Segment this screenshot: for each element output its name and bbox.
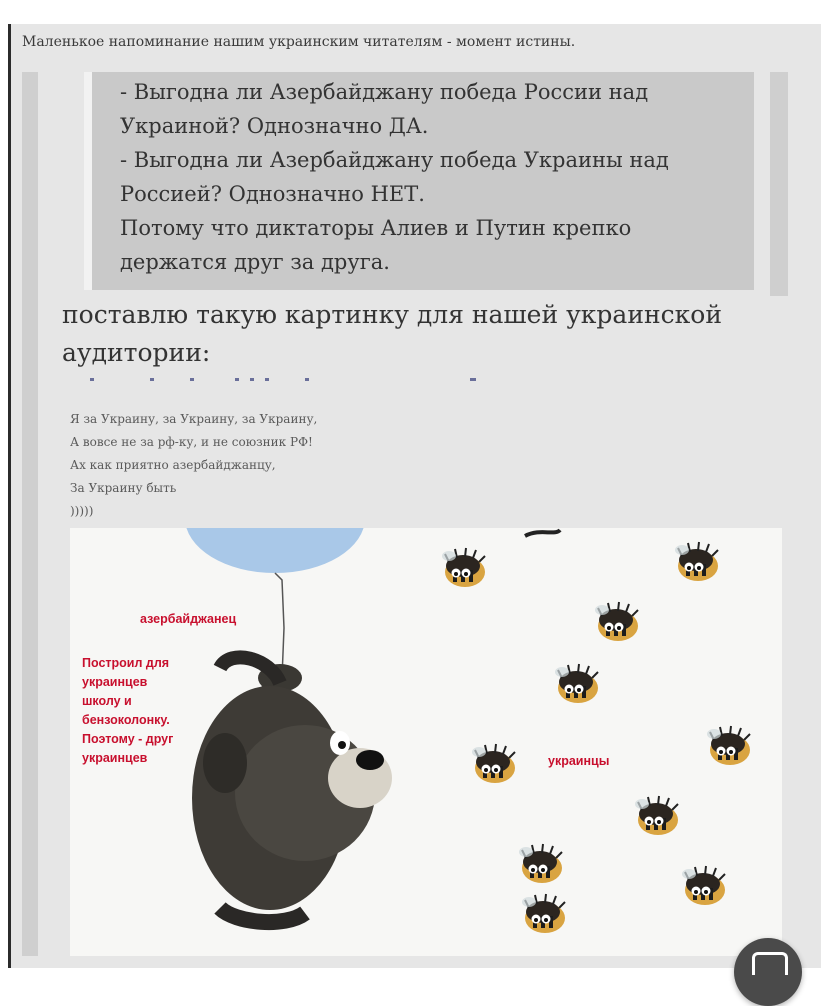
expand-button[interactable] bbox=[734, 938, 802, 1006]
label-bees: украинцы bbox=[548, 754, 610, 768]
caption-line: школу и bbox=[82, 694, 132, 708]
meme-illustration bbox=[70, 528, 782, 956]
meme-image bbox=[70, 528, 782, 956]
separator-dots bbox=[90, 378, 490, 384]
quote-line: Россией? Однозначно НЕТ. bbox=[120, 182, 425, 206]
main-text-line: поставлю такую картинку для нашей украинской bbox=[62, 300, 722, 329]
quote-bar bbox=[84, 72, 92, 290]
poem-line: Ах как приятно азербайджанцу, bbox=[70, 458, 276, 472]
left-rail bbox=[22, 72, 38, 956]
quote-line: Потому что диктаторы Алиев и Путин крепко bbox=[120, 216, 632, 240]
poem-line: Я за Украину, за Украину, за Украину, bbox=[70, 412, 318, 426]
caption-line: украинцев bbox=[82, 675, 148, 689]
poem-line: За Украину быть bbox=[70, 481, 177, 495]
main-text-line: аудитории: bbox=[62, 338, 211, 367]
quote-line: Украиной? Однозначно ДА. bbox=[120, 114, 429, 138]
right-rail bbox=[770, 72, 788, 296]
poem-line: ))))) bbox=[70, 504, 94, 518]
caption-line: бензоколонку. bbox=[82, 713, 170, 727]
quote-line: - Выгодна ли Азербайджану победа России над bbox=[120, 80, 649, 104]
quote-line: держатся друг за друга. bbox=[120, 250, 390, 274]
winnie-bear-icon bbox=[192, 657, 392, 922]
caption-line: украинцев bbox=[82, 751, 148, 765]
caption-line: Поэтому - друг bbox=[82, 732, 174, 746]
label-bear: азербайджанец bbox=[140, 612, 237, 626]
poem-line: А вовсе не за рф-ку, и не союзник РФ! bbox=[70, 435, 313, 449]
bear-caption bbox=[82, 654, 173, 768]
caption-line: Построил для bbox=[82, 656, 170, 670]
quote-line: - Выгодна ли Азербайджану победа Украины над bbox=[120, 148, 669, 172]
balloon-icon bbox=[185, 528, 365, 573]
intro-text: Маленькое напоминание нашим украинским читателям - момент истины. bbox=[22, 34, 576, 50]
expand-icon bbox=[752, 952, 788, 975]
